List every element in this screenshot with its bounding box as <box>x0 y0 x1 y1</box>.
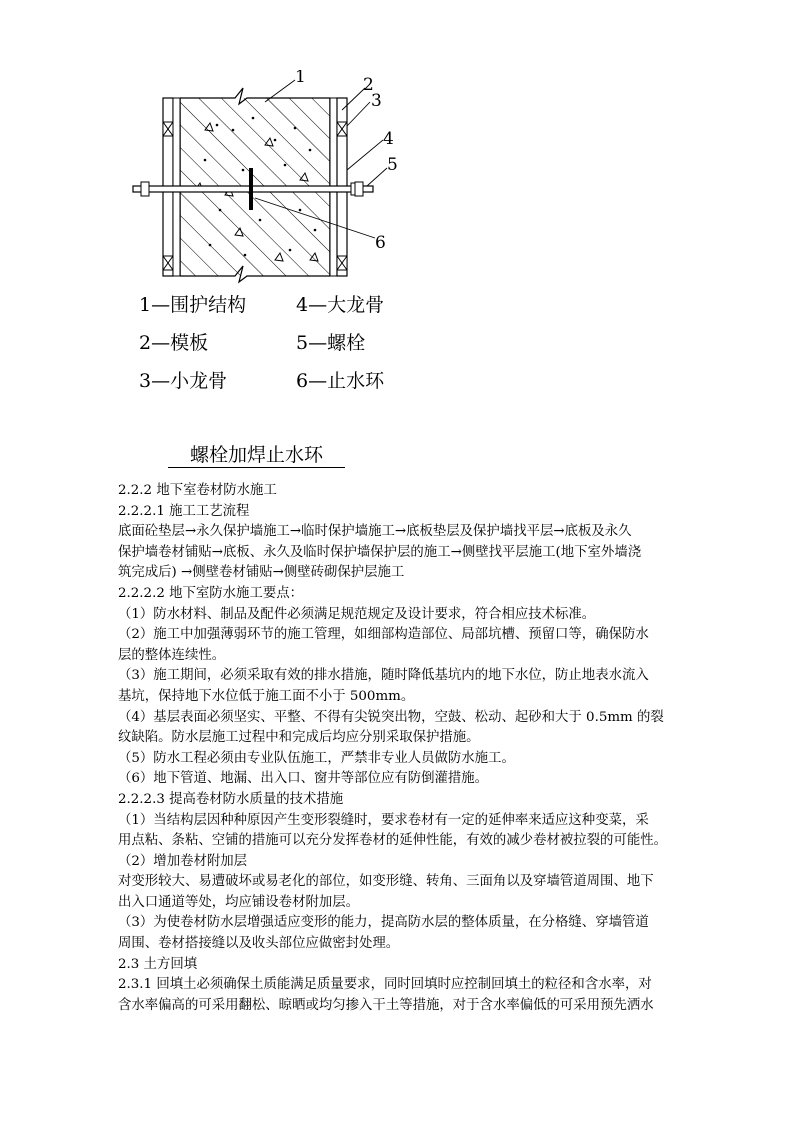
legend-row <box>139 292 384 330</box>
text-line: 保护墙卷材铺贴→底板、永久及临时保护墙保护层的施工→侧壁找平层施工(地下室外墙浇 <box>118 544 642 560</box>
text-line: 用点粘、条粘、空铺的措施可以充分发挥卷材的延伸性能，有效的减少卷材被拉裂的可能性。 <box>118 833 668 849</box>
figure-legend <box>139 292 384 406</box>
text-line: 2.2.2.2 地下室防水施工要点： <box>118 585 304 601</box>
text-line: 2.3 土方回填 <box>118 956 198 972</box>
text-line: （3）施工期间，必须采取有效的排水措施，随时降低基坑内的地下水位，防止地表水流入 <box>118 668 649 684</box>
text-line: （5）防水工程必须由专业队伍施工，严禁非专业人员做防水施工。 <box>118 750 515 766</box>
label-1: 1 <box>295 70 306 87</box>
formwork-drawing <box>125 70 405 285</box>
text-line: （4）基层表面必须坚实、平整、不得有尖锐突出物，空鼓、松动、起砂和大于 0.5mm 的裂 <box>118 709 664 725</box>
text-line: 层的整体连续性。 <box>118 647 226 663</box>
text-line: 2.2.2 地下室卷材防水施工 <box>118 483 277 498</box>
text-line: （3）为使卷材防水层增强适应变形的能力，提高防水层的整体质量，在分格缝、穿墙管道 <box>118 915 649 931</box>
text-line: 底面砼垫层→永久保护墙施工→临时保护墙施工→底板垫层及保护墙找平层→底板及永久 <box>118 524 632 540</box>
text-line: 2.3.1 回填土必须确保土质能满足质量要求，同时回填时应控制回填土的粒径和含水率，对 <box>118 977 652 993</box>
text-line: （6）地下管道、地漏、出入口、窗井等部位应有防倒灌措施。 <box>118 771 489 787</box>
text-line: 含水率偏高的可采用翻松、晾晒或均匀掺入干土等措施，对于含水率偏低的可采用预先洒水 <box>118 997 654 1013</box>
text-line: （2）增加卷材附加层 <box>118 853 248 869</box>
label-3: 3 <box>371 91 382 111</box>
legend-row <box>139 368 384 406</box>
figure-caption: 螺栓加焊止水环 <box>168 443 345 468</box>
label-4: 4 <box>383 129 394 149</box>
text-line: 基坑，保持地下水位低于施工面不小于 500mm。 <box>118 688 415 704</box>
formwork-diagram <box>125 70 405 285</box>
label-6: 6 <box>375 233 386 253</box>
label-2: 2 <box>363 75 374 95</box>
legend-item: 4—大龙骨 <box>296 294 385 316</box>
text-line: 筑完成后) →侧壁卷材铺贴→侧壁砖砌保护层施工 <box>118 565 405 581</box>
water-stop-ring <box>249 168 253 210</box>
legend-item: 6—止水环 <box>296 370 385 392</box>
text-line: （2）施工中加强薄弱环节的施工管理，如细部构造部位、局部坑槽、预留口等，确保防水 <box>118 627 649 643</box>
body-text <box>118 481 684 1016</box>
label-5: 5 <box>387 155 398 175</box>
legend-item: 3—小龙骨 <box>139 370 228 392</box>
text-line: 对变形较大、易遭破坏或易老化的部位，如变形缝、转角、三面角以及穿墙管道周围、地下 <box>118 874 654 890</box>
text-line: 2.2.2.1 施工工艺流程 <box>118 503 250 519</box>
text-line: 2.2.2.3 提高卷材防水质量的技术措施 <box>118 791 344 807</box>
legend-item: 1—围护结构 <box>139 294 247 316</box>
text-line: （1）当结构层因种种原因产生变形裂缝时，要求卷材有一定的延伸率来适应这种变菜，采 <box>118 812 649 828</box>
legend-row <box>139 330 384 368</box>
text-line: （1）防水材料、制品及配件必须满足规范规定及设计要求，符合相应技术标准。 <box>118 606 596 622</box>
legend-item: 5—螺栓 <box>296 332 366 354</box>
text-line: 周围、卷材搭接缝以及收头部位应做密封处理。 <box>118 936 400 952</box>
text-line: 纹缺陷。防水层施工过程中和完成后均应分别采取保护措施。 <box>118 730 480 746</box>
legend-item: 2—模板 <box>139 332 209 354</box>
text-line: 出入口通道等处，均应铺设卷材附加层。 <box>118 894 360 910</box>
